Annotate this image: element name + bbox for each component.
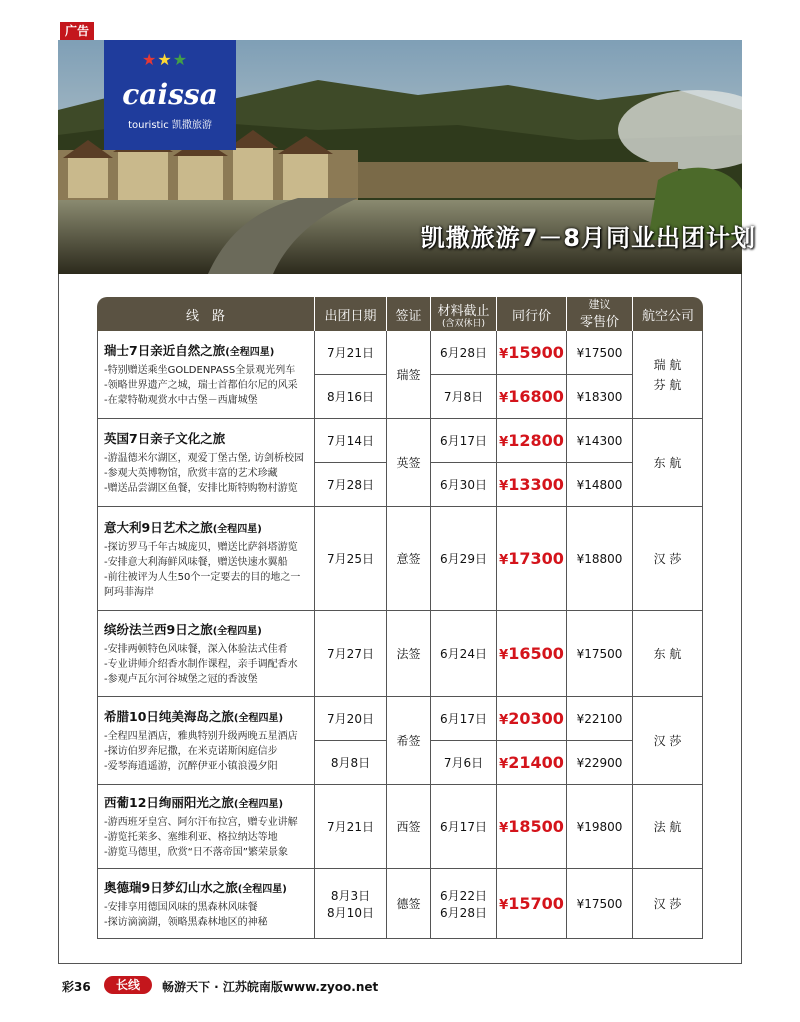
- header-deadline-note: (含双休日): [441, 318, 486, 329]
- route-title: [104, 878, 308, 896]
- visa-cell: 意签: [387, 507, 431, 611]
- magazine-name: 畅游天下 · 江苏皖南版www.zyoo.net: [162, 980, 379, 994]
- departure-date: 7月25日: [327, 552, 374, 566]
- deadline-date: 6月22日: [440, 888, 487, 903]
- deadline-cell: [431, 785, 497, 869]
- route-highlight: -安排享用德国风味的黑森林风味餐: [104, 901, 258, 913]
- route-note: (全程四星): [233, 713, 284, 724]
- header-airline: 航空公司: [633, 297, 703, 331]
- retail-price-cell: ¥18300: [567, 375, 633, 419]
- table-row: [97, 331, 703, 375]
- yen-icon: ¥: [499, 898, 509, 913]
- route-highlight: -安排两顿特色风味餐，深入体验法式佳肴: [104, 644, 288, 655]
- page-number: 彩36: [62, 980, 91, 994]
- route-highlight: -探访滴滴湖，领略黑森林地区的神秘: [104, 916, 268, 928]
- yen-icon: ¥: [499, 435, 509, 450]
- route-highlight: -前往被评为人生50个一定要去的目的地之一: [104, 571, 301, 583]
- route-highlight: -特别赠送乘坐GOLDENPASS全景观光列车: [104, 365, 296, 376]
- deadline-date: 6月17日: [440, 712, 487, 726]
- airline-cell: [633, 331, 703, 419]
- route-cell: [97, 507, 315, 611]
- trade-price: 21400: [508, 753, 564, 772]
- route-highlight: -游温德米尔湖区，观爱丁堡古堡, 访剑桥校园: [104, 453, 304, 464]
- trade-price-cell: [497, 375, 567, 419]
- deadline-date: 6月28日: [440, 346, 487, 360]
- departure-date-cell: [315, 375, 387, 419]
- trade-price: 18500: [508, 817, 564, 836]
- yen-icon: ¥: [499, 479, 509, 494]
- departure-date: 7月21日: [327, 820, 374, 834]
- airline-name-2: 芬 航: [653, 377, 682, 392]
- route-note: (全程四星): [225, 347, 275, 358]
- deadline-cell: [431, 331, 497, 375]
- deadline-date: 6月29日: [440, 552, 487, 566]
- airline-name: 汉 莎: [653, 896, 682, 911]
- route-highlight: -游西班牙皇宫、阿尔汗布拉宫，赠专业讲解: [104, 817, 298, 828]
- route-title: [104, 707, 308, 725]
- departure-date-cell: [315, 611, 387, 697]
- airline-cell: [633, 869, 703, 939]
- airline-name: 瑞 航: [653, 357, 682, 372]
- route-note: (全程四星): [237, 883, 287, 895]
- departure-date-cell: [315, 741, 387, 785]
- page-footer: [62, 976, 762, 996]
- departure-date-cell: [315, 463, 387, 507]
- departure-date-cell: [315, 869, 387, 939]
- route-name: 缤纷法兰西9日之旅: [104, 622, 213, 637]
- airline-cell: [633, 419, 703, 507]
- retail-price-cell: ¥14300: [567, 419, 633, 463]
- route-title: [104, 341, 308, 359]
- section-pill: 长线: [104, 976, 152, 994]
- departure-date: 8月8日: [330, 756, 371, 770]
- airline-name: 东 航: [653, 646, 682, 661]
- table-row: [97, 785, 703, 869]
- trade-price: 15700: [508, 894, 564, 913]
- header-route: 线 路: [97, 297, 315, 331]
- route-note: (全程四星): [233, 799, 284, 810]
- departure-date-cell: [315, 785, 387, 869]
- route-cell: [97, 869, 315, 939]
- retail-price-cell: ¥17500: [567, 331, 633, 375]
- retail-price-cell: ¥17500: [567, 611, 633, 697]
- route-highlight: -全程四星酒店，雅典特别升级两晚五星酒店: [104, 731, 298, 742]
- route-highlight: -爱琴海逍遥游，沉醉伊亚小镇浪漫夕阳: [104, 761, 278, 772]
- star-icon: ★★★: [142, 50, 189, 69]
- deadline-date: 6月17日: [440, 434, 487, 448]
- trade-price-cell: [497, 507, 567, 611]
- header-retail: [567, 297, 633, 331]
- route-cell: [97, 611, 315, 697]
- caissa-logo: [104, 40, 236, 150]
- route-highlight: -游览马德里，欣赏“日不落帝国”繁荣景象: [104, 847, 288, 858]
- table-row: [97, 869, 703, 939]
- header-deadline-label: 材料截止: [437, 303, 490, 319]
- trade-price: 20300: [508, 709, 564, 728]
- airline-name: 汉 莎: [653, 551, 682, 566]
- retail-price-cell: ¥14800: [567, 463, 633, 507]
- airline-name: 汉 莎: [653, 733, 682, 748]
- trade-price-cell: [497, 463, 567, 507]
- route-highlight: 阿玛菲海岸: [104, 586, 154, 598]
- route-highlight: -赠送品尝湖区鱼餐，安排比斯特购物村游览: [104, 483, 298, 494]
- deadline-cell: [431, 697, 497, 741]
- trade-price-cell: [497, 697, 567, 741]
- route-title: [104, 620, 308, 638]
- header-date: 出团日期: [315, 297, 387, 331]
- deadline-cell: [431, 375, 497, 419]
- departure-date: 7月14日: [327, 434, 374, 448]
- logo-subtitle: touristic 凯撒旅游: [128, 120, 212, 131]
- airline-cell: [633, 611, 703, 697]
- visa-cell: 法签: [387, 611, 431, 697]
- airline-cell: [633, 785, 703, 869]
- table-row: [97, 507, 703, 611]
- deadline-cell: [431, 419, 497, 463]
- logo-brand: caissa: [122, 78, 218, 111]
- deadline-cell: [431, 507, 497, 611]
- trade-price: 12800: [508, 431, 564, 450]
- visa-cell: 德签: [387, 869, 431, 939]
- trade-price: 16800: [508, 387, 564, 406]
- airline-cell: [633, 697, 703, 785]
- trade-price-cell: [497, 611, 567, 697]
- route-highlight: -在蒙特勒观赏水中古堡－西庸城堡: [104, 395, 258, 406]
- deadline-cell: [431, 611, 497, 697]
- departure-date-cell: [315, 419, 387, 463]
- visa-cell: 希签: [387, 697, 431, 785]
- yen-icon: ¥: [499, 821, 509, 836]
- route-highlight: -游览托莱多、塞维利亚、格拉纳达等地: [104, 832, 278, 843]
- retail-price-cell: ¥19800: [567, 785, 633, 869]
- deadline-date: 6月30日: [440, 478, 487, 492]
- route-highlight: -探访伯罗奔尼撒，在米克诺斯闲庭信步: [104, 746, 278, 757]
- route-highlight: -专业讲师介绍香水制作课程，亲手调配香水: [104, 659, 298, 670]
- visa-cell: 英签: [387, 419, 431, 507]
- yen-icon: ¥: [499, 757, 509, 772]
- deadline-date: 7月6日: [443, 756, 484, 770]
- table-header-row: [97, 297, 703, 331]
- header-price: 同行价: [497, 297, 567, 331]
- airline-name: 法 航: [653, 819, 682, 834]
- departure-date: 8月3日: [330, 888, 371, 903]
- deadline-cell: [431, 463, 497, 507]
- departure-date: 7月27日: [327, 647, 374, 661]
- retail-price-cell: ¥22900: [567, 741, 633, 785]
- banner-title: 凯撒旅游7－8月同业出团计划: [420, 224, 756, 252]
- yen-icon: ¥: [499, 648, 509, 663]
- route-name: 西葡12日绚丽阳光之旅: [104, 795, 234, 810]
- route-name: 希腊10日纯美海岛之旅: [104, 709, 234, 724]
- route-name: 瑞士7日亲近自然之旅: [104, 343, 226, 358]
- route-cell: [97, 697, 315, 785]
- table-row: [97, 697, 703, 741]
- yen-icon: ¥: [499, 347, 509, 362]
- departure-date-cell: [315, 331, 387, 375]
- trade-price: 16500: [508, 644, 564, 663]
- visa-cell: 瑞签: [387, 331, 431, 419]
- deadline-date-2: 6月28日: [440, 905, 487, 920]
- table-row: [97, 611, 703, 697]
- route-highlight: -领略世界遗产之城，瑞士首都伯尔尼的风采: [104, 380, 298, 391]
- trade-price: 13300: [508, 475, 564, 494]
- header-retail-line2: 零售价: [579, 315, 619, 330]
- deadline-cell: [431, 741, 497, 785]
- route-cell: [97, 785, 315, 869]
- route-highlight: -安排意大利海鲜风味餐，赠送快速水翼船: [104, 556, 288, 568]
- trade-price-cell: [497, 785, 567, 869]
- route-highlight: -参观大英博物馆，欣赏丰富的艺术珍藏: [104, 468, 278, 479]
- deadline-date: 6月17日: [440, 820, 487, 834]
- retail-price-cell: ¥22100: [567, 697, 633, 741]
- airline-name: 东 航: [653, 455, 682, 470]
- departure-date: 7月20日: [327, 712, 374, 726]
- trade-price-cell: [497, 741, 567, 785]
- route-name: 意大利9日艺术之旅: [104, 519, 213, 535]
- header-visa: 签证: [387, 297, 431, 331]
- route-highlight: -参观卢瓦尔河谷城堡之冠的香波堡: [104, 674, 258, 685]
- ad-tag: 广告: [60, 22, 94, 40]
- trade-price-cell: [497, 869, 567, 939]
- departure-date: 7月21日: [327, 346, 374, 360]
- table-row: [97, 419, 703, 463]
- departure-date: 8月16日: [327, 390, 374, 404]
- yen-icon: ¥: [499, 391, 509, 406]
- yen-icon: ¥: [499, 553, 509, 568]
- header-deadline: [431, 297, 497, 331]
- header-retail-line1: 建议: [588, 298, 611, 311]
- deadline-cell: [431, 869, 497, 939]
- deadline-date: 6月24日: [440, 647, 487, 661]
- route-name: 奥德瑞9日梦幻山水之旅: [104, 879, 238, 895]
- departure-date: 7月28日: [327, 478, 374, 492]
- retail-price-cell: ¥17500: [567, 869, 633, 939]
- retail-price-cell: ¥18800: [567, 507, 633, 611]
- route-name: 英国7日亲子文化之旅: [104, 431, 226, 446]
- trade-price-cell: [497, 419, 567, 463]
- route-title: [104, 429, 308, 447]
- route-title: [104, 518, 308, 536]
- departure-date-cell: [315, 697, 387, 741]
- route-highlight: -探访罗马千年古城庞贝，赠送比萨斜塔游览: [104, 541, 298, 553]
- route-note: (全程四星): [212, 523, 262, 535]
- route-title: [104, 793, 308, 811]
- route-cell: [97, 331, 315, 419]
- route-note: (全程四星): [212, 626, 262, 637]
- trade-price: 15900: [508, 343, 564, 362]
- trade-price: 17300: [508, 549, 564, 568]
- departure-date-cell: [315, 507, 387, 611]
- departure-date-2: 8月10日: [327, 905, 374, 920]
- airline-cell: [633, 507, 703, 611]
- trade-price-cell: [497, 331, 567, 375]
- yen-icon: ¥: [499, 713, 509, 728]
- tour-schedule-table: [97, 297, 703, 939]
- deadline-date: 7月8日: [443, 390, 484, 404]
- route-cell: [97, 419, 315, 507]
- visa-cell: 西签: [387, 785, 431, 869]
